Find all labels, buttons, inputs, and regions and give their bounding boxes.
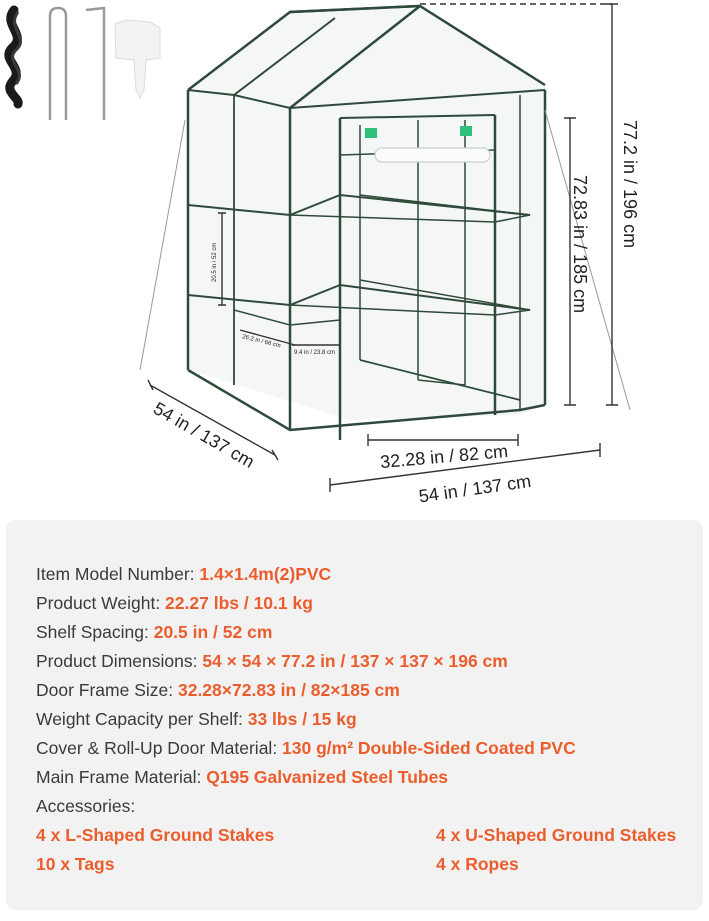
spec-door-frame-size [36, 679, 400, 701]
width-label: 54 in / 137 cm [417, 470, 533, 507]
u-stake-image [50, 8, 66, 120]
shelf-depth-label: 26.2 in / 66 cm [241, 334, 282, 350]
depth-label: 54 in / 137 cm [150, 398, 258, 472]
spec-value: 32.28×72.83 in / 82×185 cm [177, 680, 400, 700]
spec-label: Weight Capacity per Shelf: [36, 709, 248, 729]
spec-item-model-number [36, 563, 331, 585]
spec-value: 54 × 54 × 77.2 in / 137 × 137 × 196 cm [202, 651, 508, 671]
rope-image [9, 10, 21, 104]
total-height-label: 77.2 in / 196 cm [620, 120, 640, 249]
greenhouse-image [140, 6, 630, 440]
spec-cover-material [36, 737, 576, 759]
spec-value: 130 g/m² Double-Sided Coated PVC [282, 738, 576, 758]
spec-value: Q195 Galvanized Steel Tubes [206, 767, 449, 787]
spec-frame-material [36, 766, 448, 788]
tag-image [115, 20, 160, 98]
spec-value: 33 lbs / 15 kg [247, 709, 357, 729]
accessories-heading: Accessories: [36, 796, 136, 816]
shelf-width-label: 9.4 in / 23.8 cm [294, 350, 336, 356]
spec-label: Product Weight: [36, 593, 166, 613]
l-stake-image [86, 8, 104, 120]
spec-label: Door Frame Size: [36, 680, 178, 700]
spec-label: Product Dimensions: [36, 651, 203, 671]
spec-product-weight [36, 592, 313, 614]
accessory-item: 10 x Tags [36, 854, 115, 874]
shelf-spacing-label: 20.5 in / 52 cm [212, 242, 218, 282]
accessory-item: 4 x L-Shaped Ground Stakes [36, 825, 275, 845]
door-width-label: 32.28 in / 82 cm [379, 440, 509, 473]
specifications-panel [6, 520, 703, 910]
door-height-label: 72.83 in / 185 cm [570, 175, 590, 314]
spec-shelf-spacing [36, 621, 272, 643]
accessory-item: 4 x Ropes [436, 854, 519, 874]
spec-value: 22.27 lbs / 10.1 kg [165, 593, 313, 613]
accessory-item: 4 x U-Shaped Ground Stakes [436, 825, 677, 845]
spec-label: Main Frame Material: [36, 767, 207, 787]
spec-label: Item Model Number: [36, 564, 200, 584]
spec-value: 1.4×1.4m(2)PVC [199, 564, 332, 584]
spec-value: 20.5 in / 52 cm [153, 622, 273, 642]
spec-label: Shelf Spacing: [36, 622, 154, 642]
spec-weight-capacity [36, 708, 357, 730]
spec-product-dimensions [36, 650, 508, 672]
spec-label: Cover & Roll-Up Door Material: [36, 738, 283, 758]
